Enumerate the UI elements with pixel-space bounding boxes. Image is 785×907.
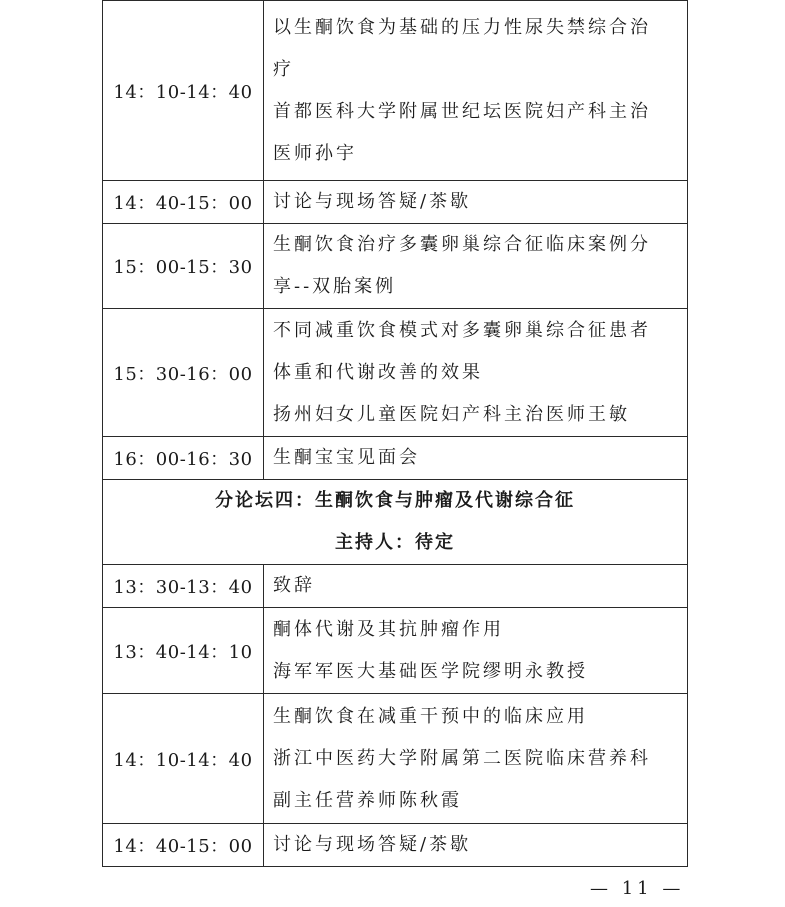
content-cell bbox=[264, 608, 688, 694]
time-cell: 16：00-16：30 bbox=[103, 437, 264, 480]
table-row bbox=[103, 608, 688, 694]
content-cell bbox=[264, 309, 688, 437]
content-line: 致辞 bbox=[273, 575, 315, 596]
content-line: 副主任营养师陈秋霞 bbox=[273, 789, 462, 811]
content-line: 疗 bbox=[273, 58, 294, 80]
content-line: 讨论与现场答疑/茶歇 bbox=[273, 834, 472, 855]
time-cell: 14：10-14：40 bbox=[103, 694, 264, 824]
section-header-cell bbox=[103, 480, 688, 565]
time-cell: 14：10-14：40 bbox=[103, 1, 264, 181]
table-row bbox=[103, 437, 688, 480]
content-cell bbox=[264, 224, 688, 309]
content-cell bbox=[264, 824, 688, 867]
content-line: 体重和代谢改善的效果 bbox=[273, 361, 483, 383]
content-line: 浙江中医药大学附属第二医院临床营养科 bbox=[273, 747, 651, 769]
content-line: 生酮饮食治疗多囊卵巢综合征临床案例分 bbox=[273, 234, 651, 255]
table-row bbox=[103, 224, 688, 309]
content-line: 生酮饮食在减重干预中的临床应用 bbox=[273, 705, 588, 727]
table-row bbox=[103, 694, 688, 824]
content-line: 以生酮饮食为基础的压力性尿失禁综合治 bbox=[273, 16, 651, 38]
content-cell bbox=[264, 565, 688, 608]
section-host: 主持人：待定 bbox=[335, 532, 455, 553]
content-line: 享--双胎案例 bbox=[273, 276, 397, 297]
table-row bbox=[103, 824, 688, 867]
time-cell: 14：40-15：00 bbox=[103, 824, 264, 867]
content-line: 扬州妇女儿童医院妇产科主治医师王敏 bbox=[273, 403, 630, 425]
content-cell bbox=[264, 694, 688, 824]
time-cell: 13：30-13：40 bbox=[103, 565, 264, 608]
page-number: — 11 — bbox=[590, 878, 685, 899]
time-cell: 14：40-15：00 bbox=[103, 181, 264, 224]
table-row bbox=[103, 565, 688, 608]
section-title: 分论坛四：生酮饮食与肿瘤及代谢综合征 bbox=[215, 490, 575, 511]
time-cell: 15：30-16：00 bbox=[103, 309, 264, 437]
section-header-row bbox=[103, 480, 688, 565]
content-cell bbox=[264, 1, 688, 181]
content-line: 酮体代谢及其抗肿瘤作用 bbox=[273, 618, 504, 640]
content-cell bbox=[264, 437, 688, 480]
content-line: 生酮宝宝见面会 bbox=[273, 447, 420, 468]
content-line: 不同减重饮食模式对多囊卵巢综合征患者 bbox=[273, 319, 651, 341]
content-line: 海军军医大基础医学院缪明永教授 bbox=[273, 660, 588, 682]
table-row bbox=[103, 309, 688, 437]
content-line: 首都医科大学附属世纪坛医院妇产科主治 bbox=[273, 100, 651, 122]
content-line: 医师孙宇 bbox=[273, 142, 357, 164]
time-cell: 13：40-14：10 bbox=[103, 608, 264, 694]
content-line: 讨论与现场答疑/茶歇 bbox=[273, 191, 472, 212]
time-cell: 15：00-15：30 bbox=[103, 224, 264, 309]
content-cell bbox=[264, 181, 688, 224]
table-row bbox=[103, 1, 688, 181]
table-row bbox=[103, 181, 688, 224]
schedule-table bbox=[102, 0, 688, 867]
